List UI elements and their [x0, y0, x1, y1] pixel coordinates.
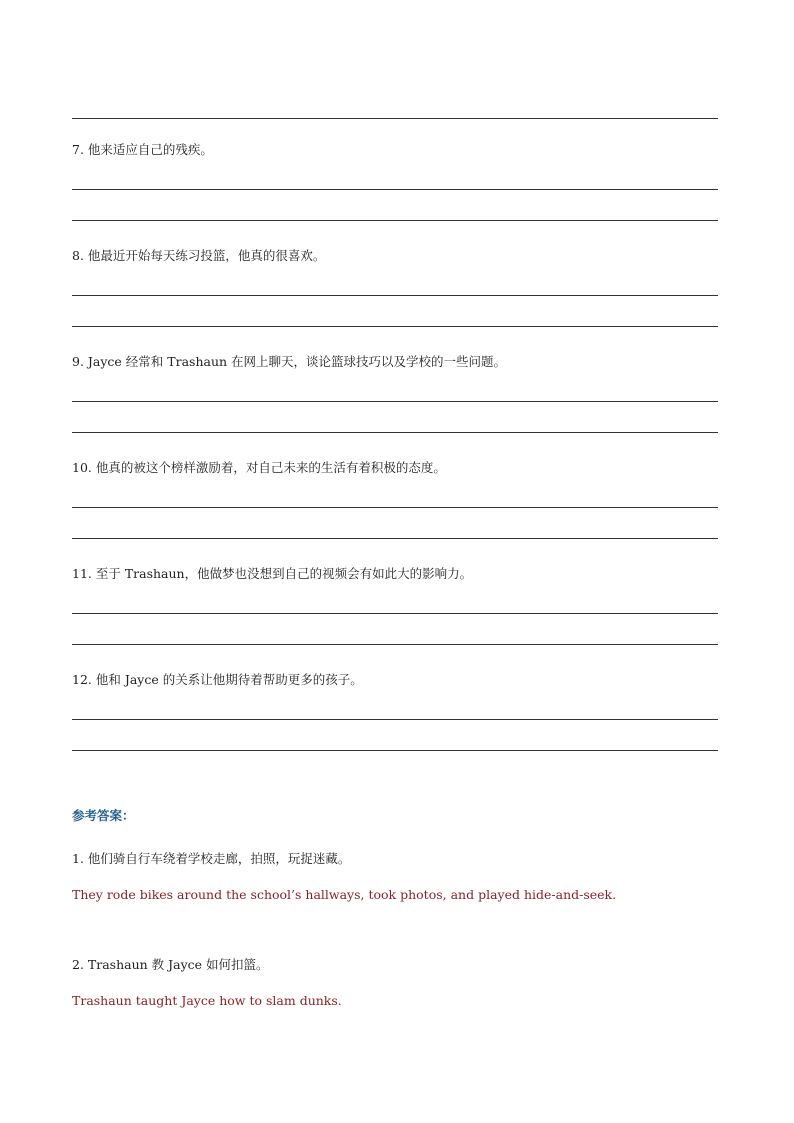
answer-line: [72, 644, 718, 645]
answer-question-2: 2. Trashaun 教 Jayce 如何扣篮。: [72, 957, 269, 972]
answer-line: [72, 401, 718, 402]
answer-line: [72, 118, 718, 119]
answer-line: [72, 432, 718, 433]
answer-line: [72, 613, 718, 614]
answer-line: [72, 538, 718, 539]
question-7: 7. 他来适应自己的残疾。: [72, 142, 213, 157]
answer-question-1: 1. 他们骑自行车绕着学校走廊，拍照，玩捉迷藏。: [72, 851, 351, 866]
answers-heading: 参考答案：: [72, 808, 135, 823]
answer-line: [72, 189, 718, 190]
answer-line: [72, 507, 718, 508]
question-12: 12. 他和 Jayce 的关系让他期待着帮助更多的孩子。: [72, 672, 363, 687]
answer-line: [72, 220, 718, 221]
answer-line: [72, 719, 718, 720]
question-8: 8. 他最近开始每天练习投篮，他真的很喜欢。: [72, 248, 326, 263]
answer-line: [72, 326, 718, 327]
question-9: 9. Jayce 经常和 Trashaun 在网上聊天，谈论篮球技巧以及学校的一些问题。: [72, 354, 507, 369]
question-11: 11. 至于 Trashaun，他做梦也没想到自己的视频会有如此大的影响力。: [72, 566, 473, 581]
question-10: 10. 他真的被这个榜样激励着，对自己未来的生活有着积极的态度。: [72, 460, 446, 475]
answer-line: [72, 295, 718, 296]
answer-text-2: Trashaun taught Jayce how to slam dunks.: [72, 993, 342, 1008]
answer-line: [72, 750, 718, 751]
answer-text-1: They rode bikes around the school’s hallways, took photos, and played hide-and-seek.: [72, 887, 617, 902]
